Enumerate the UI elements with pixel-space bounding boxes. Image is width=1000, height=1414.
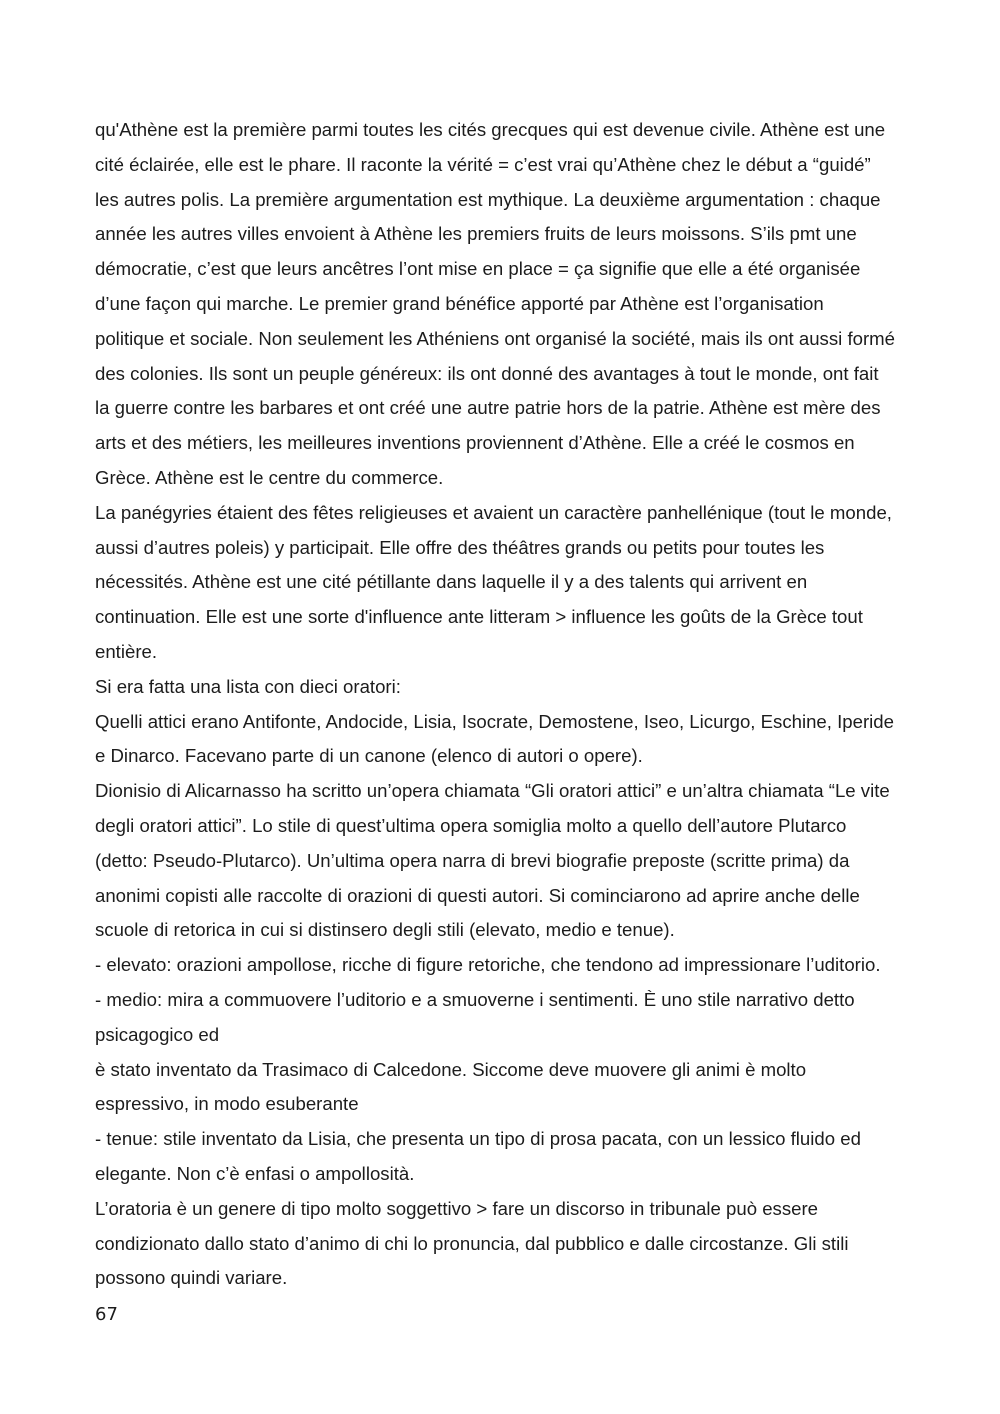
page-number: 67 bbox=[95, 1304, 118, 1325]
text-line: entière. bbox=[95, 640, 158, 662]
text-line: e Dinarco. Facevano parte di un canone (elenco di autori o opere). bbox=[95, 745, 643, 767]
text-line: Si era fatta una lista con dieci oratori: bbox=[95, 675, 401, 697]
text-line: arts et des métiers, les meilleures inventions proviennent d’Athène. Elle a créé le cosmos en bbox=[95, 432, 855, 454]
text-line: continuation. Elle est une sorte d'influence ante litteram > influence les goûts de la Grèce tout bbox=[95, 606, 863, 628]
text-line: la guerre contre les barbares et ont créé une autre patrie hors de la patrie. Athène est mère des bbox=[95, 397, 881, 419]
text-line: démocratie, c’est que leurs ancêtres l’ont mise en place = ça signifie que elle a été organisée bbox=[95, 258, 861, 280]
text-line: espressivo, in modo esuberante bbox=[95, 1093, 359, 1115]
text-line: Grèce. Athène est le centre du commerce. bbox=[95, 466, 444, 488]
text-line: des colonies. Ils sont un peuple généreux: ils ont donné des avantages à tout le monde, ont fait bbox=[95, 362, 879, 384]
text-line: anonimi copisti alle raccolte di orazioni di questi autori. Si cominciarono ad aprire anche delle bbox=[95, 884, 860, 906]
text-line: La panégyries étaient des fêtes religieuses et avaient un caractère panhellénique (tout le monde, bbox=[95, 501, 892, 523]
text-line: qu'Athène est la première parmi toutes les cités grecques qui est devenue civile. Athène est une bbox=[95, 119, 886, 140]
text-line: Quelli attici erano Antifonte, Andocide, Lisia, Isocrate, Demostene, Iseo, Licurgo, Eschine, Iperide bbox=[95, 710, 894, 732]
text-line: Dionisio di Alicarnasso ha scritto un’opera chiamata “Gli oratori attici” e un’altra chiamata “Le vite bbox=[95, 780, 890, 802]
text-line: politique et sociale. Non seulement les Athéniens ont organisé la société, mais ils ont aussi formé bbox=[95, 327, 895, 349]
text-line: nécessités. Athène est une cité pétillante dans laquelle il y a des talents qui arrivent en bbox=[95, 571, 808, 593]
text-line: - medio: mira a commuovere l’uditorio e a smuoverne i sentimenti. È uno stile narrativo detto bbox=[95, 988, 855, 1010]
text-line: possono quindi variare. bbox=[95, 1267, 288, 1289]
text-line: elegante. Non c’è enfasi o ampollosità. bbox=[95, 1162, 415, 1184]
text-line: les autres polis. La première argumentation est mythique. La deuxième argumentation : chaque bbox=[95, 188, 881, 210]
text-line: degli oratori attici”. Lo stile di quest’ultima opera somiglia molto a quello dell’autore Plutarco bbox=[95, 814, 847, 836]
text-line: année les autres villes envoient à Athène les premiers fruits de leurs moissons. S’ils pmt une bbox=[95, 223, 857, 245]
text-line: L’oratoria è un genere di tipo molto soggettivo > fare un discorso in tribunale può essere bbox=[95, 1197, 819, 1219]
text-line: è stato inventato da Trasimaco di Calcedone. Siccome deve muovere gli animi è molto bbox=[95, 1058, 807, 1080]
text-line: scuole di retorica in cui si distinsero degli stili (elevato, medio e tenue). bbox=[95, 919, 675, 941]
text-line: d’une façon qui marche. Le premier grand bénéfice apporté par Athène est l’organisation bbox=[95, 292, 824, 314]
text-line: psicagogico ed bbox=[95, 1023, 220, 1045]
text-line: cité éclairée, elle est le phare. Il raconte la vérité = c’est vrai qu’Athène chez le début a “guidé” bbox=[95, 153, 871, 175]
text-line: condizionato dallo stato d’animo di chi lo pronuncia, dal pubblico e dalle circostanze. Gli stili bbox=[95, 1232, 849, 1254]
text-line: - elevato: orazioni ampollose, ricche di figure retoriche, che tendono ad impressionare l’uditorio. bbox=[95, 954, 881, 976]
text-line: - tenue: stile inventato da Lisia, che presenta un tipo di prosa pacata, con un lessico fluido ed bbox=[95, 1128, 861, 1150]
text-line: (detto: Pseudo-Plutarco). Un’ultima opera narra di brevi biografie preposte (scritte prima) da bbox=[95, 849, 850, 871]
document-body bbox=[95, 113, 967, 1296]
text-line: aussi d’autres poleis) y participait. Elle offre des théâtres grands ou petits pour toutes les bbox=[95, 536, 825, 558]
